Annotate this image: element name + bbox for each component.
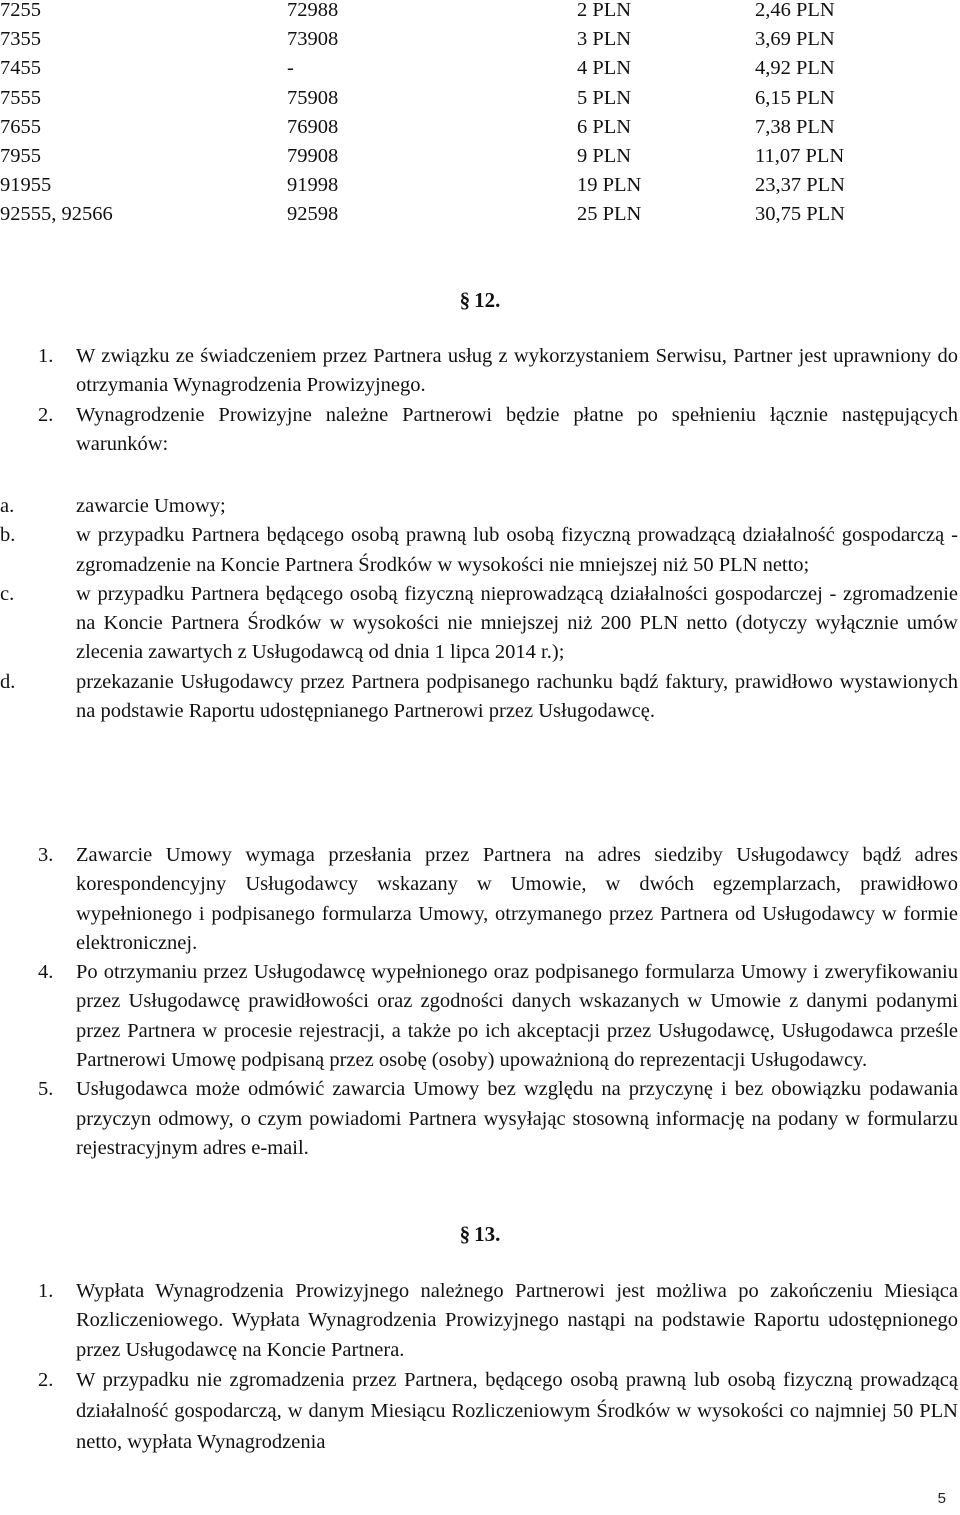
table-cell: 79908 bbox=[287, 145, 339, 168]
item-text: Wypłata Wynagrodzenia Prowizyjnego należnego Partnerowi jest możliwa po zakończeniu Miesiąca Rozliczeniowego. Wypłata Wynagrodzenia Prowizyjnego nastąpi na podstawie Raportu udostępnionego przez Usługodawcę na Koncie Partnera. bbox=[76, 1280, 958, 1361]
table-cell: 11,07 PLN bbox=[755, 145, 845, 168]
table-cell: 2 PLN bbox=[577, 0, 632, 21]
item-marker: 1. bbox=[38, 1280, 54, 1302]
table-cell: 7355 bbox=[0, 28, 41, 51]
table-row bbox=[0, 0, 960, 25]
table-cell: 9 PLN bbox=[577, 145, 632, 168]
table-cell: 72988 bbox=[287, 0, 339, 21]
page-number: 5 bbox=[937, 1490, 946, 1507]
table-cell: 7255 bbox=[0, 0, 41, 21]
item-marker: 4. bbox=[38, 961, 54, 984]
list-item bbox=[0, 1277, 960, 1365]
table-cell: 75908 bbox=[287, 86, 339, 109]
table-cell: 91998 bbox=[287, 174, 339, 197]
item-marker: 5. bbox=[38, 1078, 54, 1101]
table-cell: 3 PLN bbox=[577, 28, 632, 51]
list-item bbox=[0, 492, 960, 521]
table-cell: 92555, 92566 bbox=[0, 203, 113, 226]
table-cell: 91955 bbox=[0, 174, 52, 197]
item-marker: a. bbox=[0, 495, 15, 517]
table-cell: 7455 bbox=[0, 57, 41, 80]
section-12-list-continued bbox=[0, 841, 960, 1163]
list-item bbox=[0, 668, 960, 727]
table-cell: 7,38 PLN bbox=[755, 115, 835, 138]
item-marker: 1. bbox=[38, 345, 54, 367]
table-cell: - bbox=[287, 57, 294, 80]
list-item bbox=[0, 958, 960, 1075]
list-item bbox=[0, 401, 960, 460]
conditions-list bbox=[0, 492, 960, 726]
table-cell: 30,75 PLN bbox=[755, 203, 845, 226]
item-text: Wynagrodzenie Prowizyjne należne Partnerowi będzie płatne po spełnieniu łącznie następujących warunków: bbox=[76, 403, 958, 455]
item-text: Usługodawca może odmówić zawarcia Umowy bez względu na przyczynę i bez obowiązku podawania przyczyn odmowy, o czym powiadomi Partnera wysyłając stosowną informację na podany w formularzu rejestracyjnym adres e-mail. bbox=[76, 1078, 958, 1159]
section-12-list bbox=[0, 342, 960, 459]
item-marker: 2. bbox=[38, 1368, 54, 1391]
section-13-list bbox=[0, 1277, 960, 1458]
section-sign: § bbox=[459, 1222, 471, 1246]
item-marker: b. bbox=[0, 524, 16, 547]
table-cell: 7955 bbox=[0, 145, 41, 168]
table-cell: 7555 bbox=[0, 86, 41, 109]
table-cell: 25 PLN bbox=[577, 203, 642, 226]
table-cell: 4,92 PLN bbox=[755, 57, 835, 80]
list-item bbox=[0, 521, 960, 580]
item-text: W związku ze świadczeniem przez Partnera usług z wykorzystaniem Serwisu, Partner jest uprawniony do otrzymania Wynagrodzenia Prowizyjnego. bbox=[76, 345, 958, 397]
section-number: 12. bbox=[474, 288, 501, 312]
section-13-heading bbox=[0, 1219, 960, 1249]
table-row bbox=[0, 54, 960, 83]
list-item bbox=[0, 841, 960, 958]
item-text: W przypadku nie zgromadzenia przez Partnera, będącego osobą prawną lub osobą fizyczną prowadzącą działalność gospodarczą, w danym Miesiącu Rozliczeniowym Środków w wysokości co najmniej 50 PLN netto, wypłata Wynagrodzenia bbox=[76, 1368, 958, 1453]
table-row bbox=[0, 200, 960, 229]
table-cell: 5 PLN bbox=[577, 86, 632, 109]
item-text: Zawarcie Umowy wymaga przesłania przez Partnera na adres siedziby Usługodawcy bądź adres korespondencyjny Usługodawcy wskazany w Umowie, w dwóch egzemplarzach, prawidłowo wypełnionego i podpisanego formularza Umowy, otrzymanego przez Partnera od Usługodawcy w formie elektronicznej. bbox=[76, 844, 958, 954]
item-text: w przypadku Partnera będącego osobą prawną lub osobą fizyczną prowadzącą działalność gospodarczą - zgromadzenie na Koncie Partnera Środków w wysokości nie mniejszej niż 50 PLN netto; bbox=[76, 524, 958, 576]
table-cell: 73908 bbox=[287, 28, 339, 51]
section-number: 13. bbox=[474, 1222, 501, 1246]
list-item bbox=[0, 580, 960, 668]
item-text: przekazanie Usługodawcy przez Partnera podpisanego rachunku bądź faktury, prawidłowo wystawionych na podstawie Raportu udostępnianego Partnerowi przez Usługodawcę. bbox=[76, 670, 958, 723]
item-marker: d. bbox=[0, 670, 16, 693]
table-cell: 7655 bbox=[0, 115, 41, 138]
item-marker: 3. bbox=[38, 844, 54, 866]
section-12-heading bbox=[0, 285, 960, 315]
table-cell: 23,37 PLN bbox=[755, 174, 845, 197]
section-sign: § bbox=[459, 288, 471, 312]
table-row bbox=[0, 171, 960, 200]
table-cell: 92598 bbox=[287, 203, 339, 226]
table-cell: 4 PLN bbox=[577, 57, 632, 80]
table-row bbox=[0, 84, 960, 113]
table-row bbox=[0, 113, 960, 142]
list-item bbox=[0, 1075, 960, 1163]
item-text: Po otrzymaniu przez Usługodawcę wypełnionego oraz podpisanego formularza Umowy i zweryfikowaniu przez Usługodawcę prawidłowości oraz zgodności danych wskazanych w Umowie z danymi podanymi przez Partnera w procesie rejestracji, a także po ich akceptacji przez Usługodawcę, Usługodawca prześle Partnerowi Umowę podpisaną przez osobę (osoby) upoważnioną do reprezentacji Usługodawcy. bbox=[76, 961, 958, 1072]
rate-table bbox=[0, 0, 960, 230]
table-cell: 19 PLN bbox=[577, 174, 642, 197]
table-cell: 6,15 PLN bbox=[755, 86, 835, 109]
table-row bbox=[0, 25, 960, 54]
table-cell: 76908 bbox=[287, 115, 339, 138]
item-text: w przypadku Partnera będącego osobą fizyczną nieprowadzącą działalności gospodarczej - zgromadzenie na Koncie Partnera Środków w wysokości nie mniejszej niż 200 PLN netto (dotyczy wyłącznie umów zlecenia zawartych z Usługodawcą od dnia 1 lipca 2014 r.); bbox=[76, 582, 958, 664]
table-row bbox=[0, 142, 960, 171]
list-item bbox=[0, 1365, 960, 1458]
list-item bbox=[0, 342, 960, 401]
table-cell: 6 PLN bbox=[577, 115, 632, 138]
item-marker: c. bbox=[0, 582, 15, 605]
item-text: zawarcie Umowy; bbox=[76, 495, 226, 517]
table-cell: 2,46 PLN bbox=[755, 0, 835, 21]
table-cell: 3,69 PLN bbox=[755, 28, 835, 51]
item-marker: 2. bbox=[38, 403, 54, 426]
